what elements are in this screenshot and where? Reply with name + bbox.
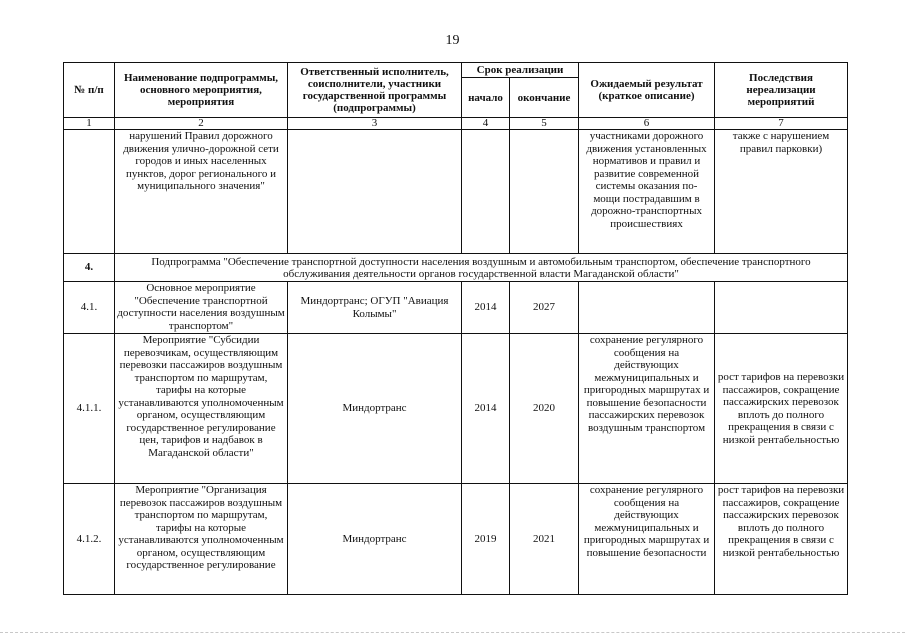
row-cont-name: нарушений Правил дорожного движения улично-дорожной сети городов и иных населенных пунктов, дорог регионального и муниципального значения"	[115, 130, 288, 254]
column-number-row	[64, 118, 848, 130]
row-41-num: 4.1.	[64, 282, 115, 334]
row-cont-consequences: также с нарушением правил парковки)	[715, 130, 848, 254]
table-row	[64, 130, 848, 254]
header-consequences: Последствия нереализации мероприятий	[715, 63, 848, 118]
table-row	[64, 282, 848, 334]
row-41-executor: Миндортранс; ОГУП "Авиация Колымы"	[288, 282, 462, 334]
page-number: 19	[445, 33, 460, 48]
header-term: Срок реализации	[462, 63, 579, 78]
row-41-end: 2027	[510, 282, 579, 334]
header-num: № п/п	[64, 63, 115, 118]
col-number: 6	[579, 118, 715, 130]
col-number: 2	[115, 118, 288, 130]
program-table	[63, 62, 848, 595]
row-411-num: 4.1.1.	[64, 334, 115, 484]
row-41-name: Основное мероприятие "Обеспечение транспортной доступности населения воздушным транспортом"	[115, 282, 288, 334]
row-41-start: 2014	[462, 282, 510, 334]
row-412-consequences: рост тарифов на перевозки пассажиров, сокращение пассажирских перевозок вплоть до полного прекращения в связи с низкой рентабельностью	[715, 484, 848, 595]
scan-dotted-line	[0, 632, 905, 634]
row-411-executor: Миндортранс	[288, 334, 462, 484]
table-row	[64, 334, 848, 484]
header-result: Ожидаемый результат (краткое описание)	[579, 63, 715, 118]
header-start: начало	[462, 78, 510, 118]
row-411-result: сохранение регулярного сообщения на действующих межмуниципальных и пригородных маршрутах и повышение безопасности пассажирских перевозок воздушным транспортом	[579, 334, 715, 484]
subprogram-row	[64, 254, 848, 282]
row-cont-result: участниками дорожного движения установленных нормативов и правил и развитие современной системы оказания по- мощи пострадавшим в дорожно-транспортных происшествиях	[579, 130, 715, 254]
row-412-num: 4.1.2.	[64, 484, 115, 595]
col-number: 7	[715, 118, 848, 130]
col-number: 5	[510, 118, 579, 130]
subprogram-title: Подпрограмма "Обеспечение транспортной доступности населения воздушным и автомобильным транспортом, обеспечение транспортного обслуживания деятельности органов государственной власти Магаданской области"	[115, 254, 848, 282]
row-412-end: 2021	[510, 484, 579, 595]
row-412-start: 2019	[462, 484, 510, 595]
header-name: Наименование подпрограммы, основного мероприятия, мероприятия	[115, 63, 288, 118]
col-number: 3	[288, 118, 462, 130]
header-end: окончание	[510, 78, 579, 118]
row-412-name: Мероприятие "Организация перевозок пассажиров воздушным транспортом по маршрутам, тарифы на которые устанавливаются уполномоченным органом, осуществляющим государственное регулирование	[115, 484, 288, 595]
col-number: 1	[64, 118, 115, 130]
row-411-end: 2020	[510, 334, 579, 484]
row-412-executor: Миндортранс	[288, 484, 462, 595]
row-411-start: 2014	[462, 334, 510, 484]
row-411-name: Мероприятие "Субсидии перевозчикам, осуществляющим перевозки пассажиров воздушным транспортом по маршрутам, тарифы на которые устанавливаются уполномоченным органом, осуществляющим государственное регулирование цен, тарифов и надбавок в Магаданской области"	[115, 334, 288, 484]
table-row	[64, 484, 848, 595]
row-412-result: сохранение регулярного сообщения на действующих межмуниципальных и пригородных маршрутах и повышение безопасности	[579, 484, 715, 595]
row-411-consequences: рост тарифов на перевозки пассажиров, сокращение пассажирских перевозок вплоть до полного прекращения в связи с низкой рентабельностью	[715, 334, 848, 484]
col-number: 4	[462, 118, 510, 130]
header-executor: Ответственный исполнитель, соисполнители, участники государственной программы (подпрограммы)	[288, 63, 462, 118]
subprogram-num: 4.	[64, 254, 115, 282]
